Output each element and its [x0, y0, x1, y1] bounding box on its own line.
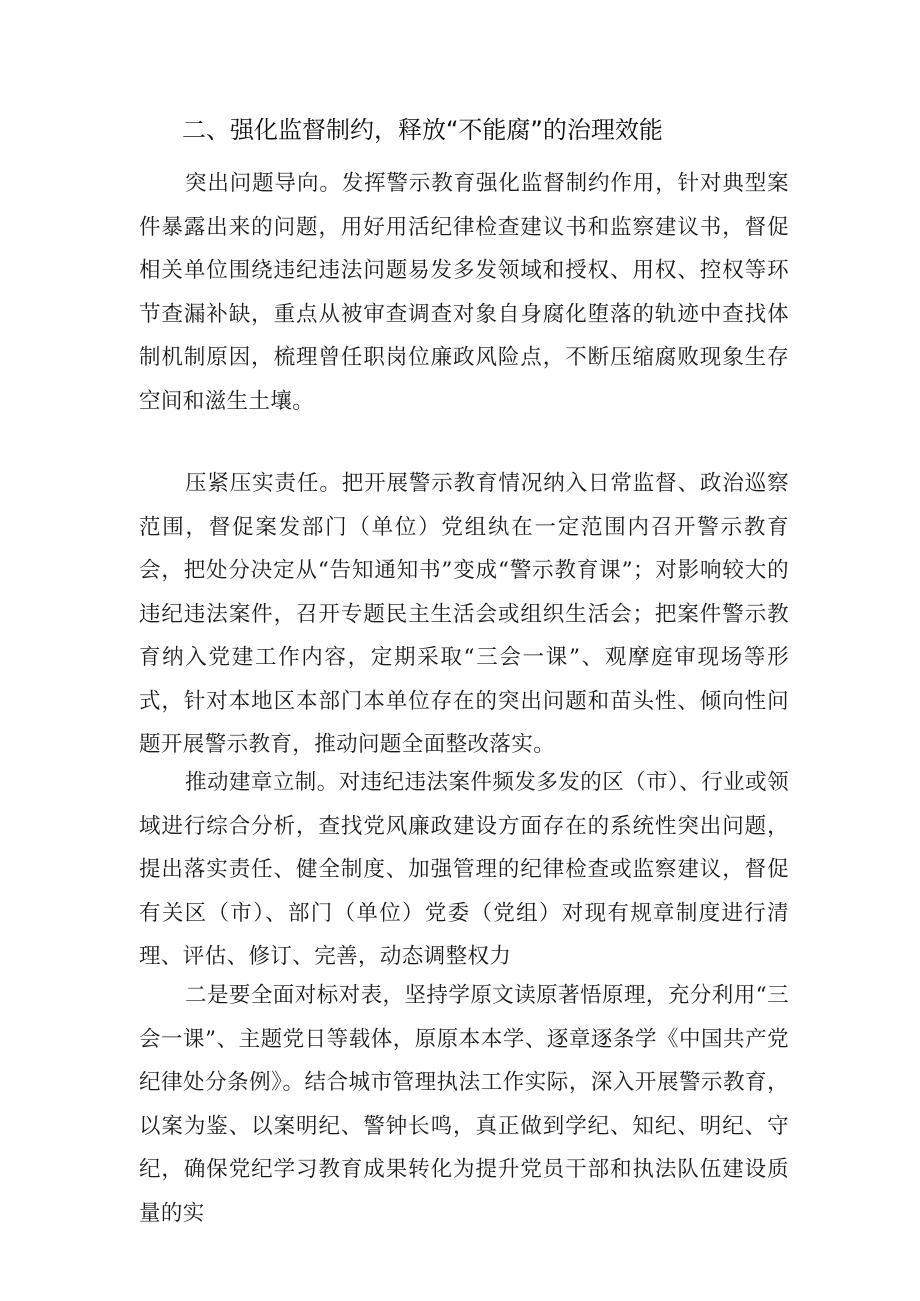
paragraph-benchmarking: 二是要全面对标对表，坚持学原文读原著悟原理，充分利用“三会一课”、主题党日等载体，原原本本学、逐章逐条学《中国共产党纪律处分条例》。结合城市管理执法工作实际，深入开展警示教育，以案为鉴、以案明纪、警钟长鸣，真正做到学纪、知纪、明纪、守纪，确保党纪学习教育成果转化为提升党员干部和执法队伍建设质量的实 [139, 983, 789, 1226]
paragraph-responsibility: 压紧压实责任。把开展警示教育情况纳入日常监督、政治巡察范围，督促案发部门（单位）党组纨在一定范围内召开警示教育会，把处分决定从“告知通知书”变成“警示教育课”；对影响较大的违纪违法案件，召开专题民主生活会或组织生活会；把案件警示教育纳入党建工作内容，定期采取“三会一课”、观摩庭审现场等形式，针对本地区本部门本单位存在的突出问题和苗头性、倾向性问题开展警示教育，推动问题全面整改落实。 [139, 471, 789, 757]
paragraph-rules-system: 推动建章立制。对违纪违法案件频发多发的区（市）、行业或领域进行综合分析，查找党风廉政建设方面存在的系统性突出问题，提出落实责任、健全制度、加强管理的纪律检查或监察建议，督促有关区（市）、部门（单位）党委（党组）对现有规章制度进行清理、评估、修订、完善，动态调整权力 [139, 770, 789, 969]
paragraph-problem-orientation: 突出问题导向。发挥警示教育强化监督制约作用，针对典型案件暴露出来的问题，用好用活纪律检查建议书和监察建议书，督促相关单位围绕违纪违法问题易发多发领域和授权、用权、控权等环节查漏补缺，重点从被审查调查对象自身腐化堕落的轨迹中查找体制机制原因，梳理曾任职岗位廉政风险点，不断压缩腐败现象生存空间和滋生土壤。 [139, 171, 789, 414]
section-heading: 二、强化监督制约，释放“不能腐”的治理效能 [182, 116, 663, 144]
